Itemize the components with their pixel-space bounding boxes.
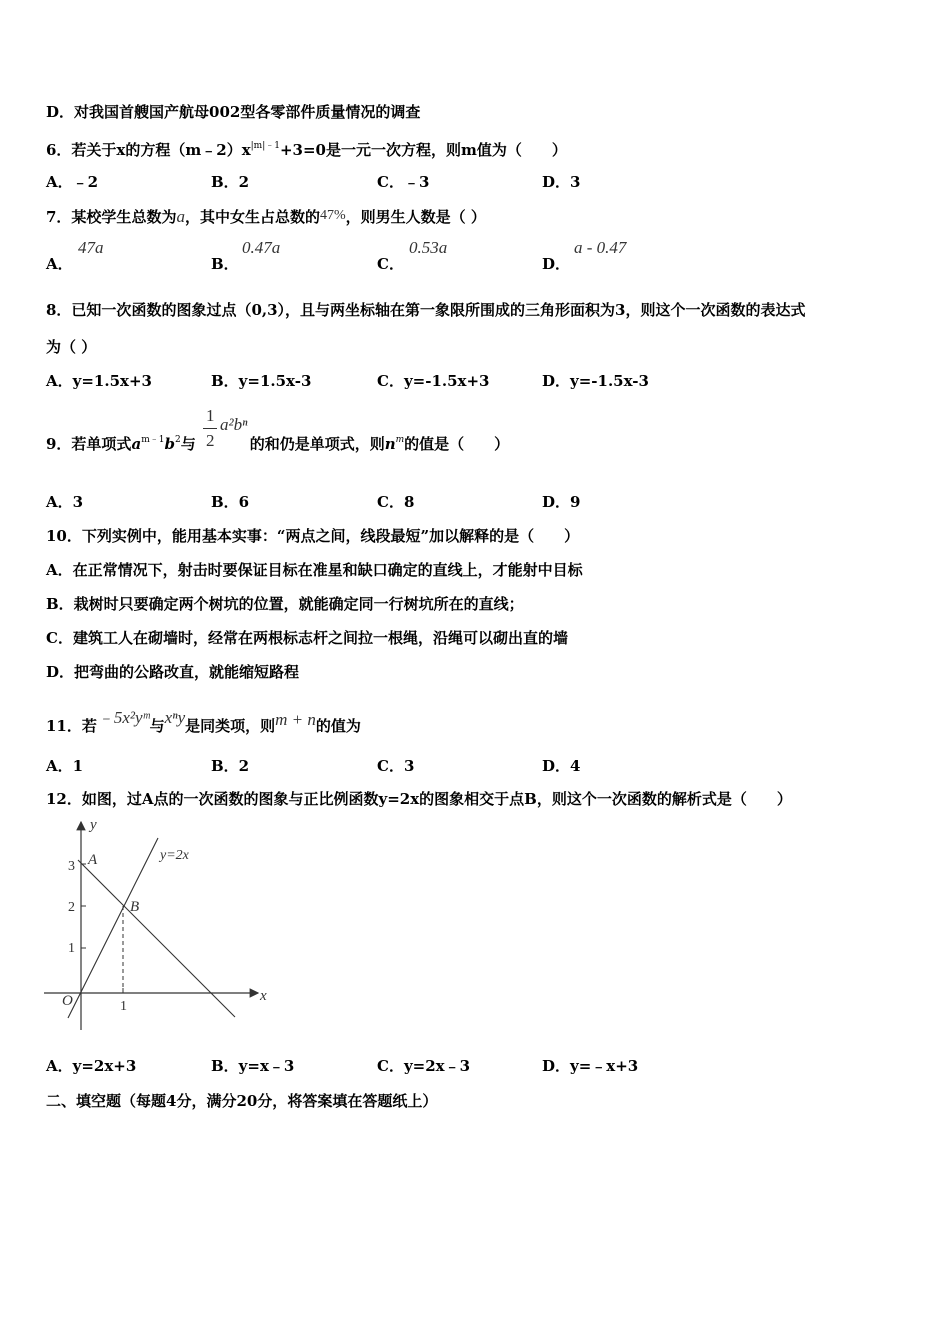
q11-expr1: ﹣5x²yᵐ <box>96 708 150 727</box>
q6-option-d[interactable]: D．3 <box>542 173 581 191</box>
q7-suffix: ，则男生人数是（ ） <box>345 208 486 226</box>
q7-percent: 47% <box>319 208 346 223</box>
q11-expr2: xⁿy <box>164 708 186 727</box>
q7-option-a-value: 47a <box>78 238 104 257</box>
q9-option-d[interactable]: D．9 <box>542 493 581 511</box>
q9-n-exp: m <box>395 435 405 445</box>
q9-option-c[interactable]: C．8 <box>377 493 415 511</box>
q12-option-b[interactable]: B．y=x﹣3 <box>211 1057 295 1075</box>
q12-option-c[interactable]: C．y=2x﹣3 <box>377 1057 471 1075</box>
question-7 <box>46 206 486 227</box>
question-8-line1: 8．已知一次函数的图象过点（0,3），且与两坐标轴在第一象限所围成的三角形面积为3，则这个一次函数的表达式 <box>46 301 806 319</box>
q6-option-a[interactable]: A．﹣2 <box>46 173 99 191</box>
q9-mono1-b: b <box>164 435 175 453</box>
question-11 <box>46 708 361 736</box>
q9-frac-numerator: 1 <box>206 406 215 425</box>
q9-mono1-a-exp: m﹣1 <box>141 435 165 445</box>
q11-option-d[interactable]: D．4 <box>542 757 581 775</box>
question-9 <box>46 430 509 454</box>
question-12: 12．如图，过A点的一次函数的图象与正比例函数y=2x的图象相交于点B，则这个一次函数的解析式是（ ） <box>46 790 792 808</box>
q7-option-c-label[interactable]: C． <box>377 255 404 273</box>
q9-option-a[interactable]: A．3 <box>46 493 84 511</box>
q10-option-b[interactable]: B．栽树时只要确定两个树坑的位置，就能确定同一行树坑所在的直线； <box>46 595 524 613</box>
q7-option-d-value: a - 0.47 <box>574 238 627 257</box>
q6-option-b[interactable]: B．2 <box>211 173 250 191</box>
q9-n: n <box>384 435 396 453</box>
q11-option-a[interactable]: A．1 <box>46 757 84 775</box>
q8-option-d[interactable]: D．y=-1.5x-3 <box>542 372 649 390</box>
q9-suffix: 的和仍是单项式，则 <box>249 435 385 453</box>
q10-option-d[interactable]: D．把弯曲的公路改直，就能缩短路程 <box>46 663 300 681</box>
q10-option-c[interactable]: C．建筑工人在砌墙时，经常在两根标志杆之间拉一根绳，沿绳可以砌出直的墙 <box>46 629 568 647</box>
q8-option-b[interactable]: B．y=1.5x-3 <box>211 372 312 390</box>
q6-exponent: |m|﹣1 <box>250 141 280 151</box>
q9-frac-denominator: 2 <box>206 431 215 450</box>
q7-option-c-value: 0.53a <box>409 238 448 257</box>
q11-expr3: m + n <box>275 710 316 729</box>
label-x-axis: x <box>260 988 267 1004</box>
q7-prefix: 7．某校学生总数为 <box>46 208 177 226</box>
label-origin: O <box>62 993 73 1009</box>
question-6 <box>46 136 567 160</box>
y-tick-1: 1 <box>68 941 75 956</box>
label-line: y=2x <box>160 848 189 863</box>
q10-option-a[interactable]: A．在正常情况下，射击时要保证目标在准星和缺口确定的直线上，才能射中目标 <box>46 561 583 579</box>
question-8-line2: 为（ ） <box>46 338 97 356</box>
q9-option-b[interactable]: B．6 <box>211 493 250 511</box>
y-tick-2: 2 <box>68 900 75 915</box>
q6-option-c[interactable]: C．﹣3 <box>377 173 430 191</box>
q11-mid: 是同类项，则 <box>185 717 276 735</box>
q9-mono1-b-exp: 2 <box>174 435 181 445</box>
q8-option-a[interactable]: A．y=1.5x+3 <box>46 372 152 390</box>
label-point-b: B <box>130 899 140 915</box>
q9-mono2: a²bⁿ <box>220 415 248 434</box>
y-tick-3: 3 <box>68 859 75 874</box>
q7-option-b-value: 0.47a <box>242 238 281 257</box>
q11-and: 与 <box>149 717 165 735</box>
option-d-line: D．对我国首艘国产航母002型各零部件质量情况的调查 <box>46 103 421 121</box>
q12-option-a[interactable]: A．y=2x+3 <box>46 1057 137 1075</box>
q11-option-c[interactable]: C．3 <box>377 757 415 775</box>
x-tick-1: 1 <box>120 999 127 1014</box>
q8-option-c[interactable]: C．y=-1.5x+3 <box>377 372 490 390</box>
section-2-heading: 二、填空题（每题4分，满分20分，将答案填在答题纸上） <box>46 1092 438 1110</box>
q9-prefix: 9．若单项式 <box>46 435 132 453</box>
q6-prefix: 6．若关于x的方程（m﹣2）x <box>46 141 251 159</box>
q7-option-a-label[interactable]: A． <box>46 255 73 273</box>
label-y-axis: y <box>90 817 97 833</box>
q11-suffix: 的值为 <box>315 717 361 735</box>
q11-option-b[interactable]: B．2 <box>211 757 250 775</box>
q11-prefix: 11．若 <box>46 717 97 735</box>
q9-and: 与 <box>180 435 196 453</box>
q9-end: 的值是（ ） <box>404 435 510 453</box>
q6-suffix: +3=0是一元一次方程，则m值为（ ） <box>279 141 567 159</box>
q12-option-d[interactable]: D．y=﹣x+3 <box>542 1057 639 1075</box>
q7-mid: ，其中女生占总数的 <box>184 208 320 226</box>
q9-frac-bar <box>203 428 217 429</box>
question-10: 10．下列实例中，能用基本实事：“两点之间，线段最短”加以解释的是（ ） <box>46 527 580 545</box>
q7-option-d-label[interactable]: D． <box>542 255 571 273</box>
q7-option-b-label[interactable]: B． <box>211 255 239 273</box>
q9-mono1-a: a <box>131 435 142 453</box>
q7-var-a: a <box>176 207 185 226</box>
q12-figure <box>40 812 280 1034</box>
label-point-a: A <box>88 852 98 868</box>
